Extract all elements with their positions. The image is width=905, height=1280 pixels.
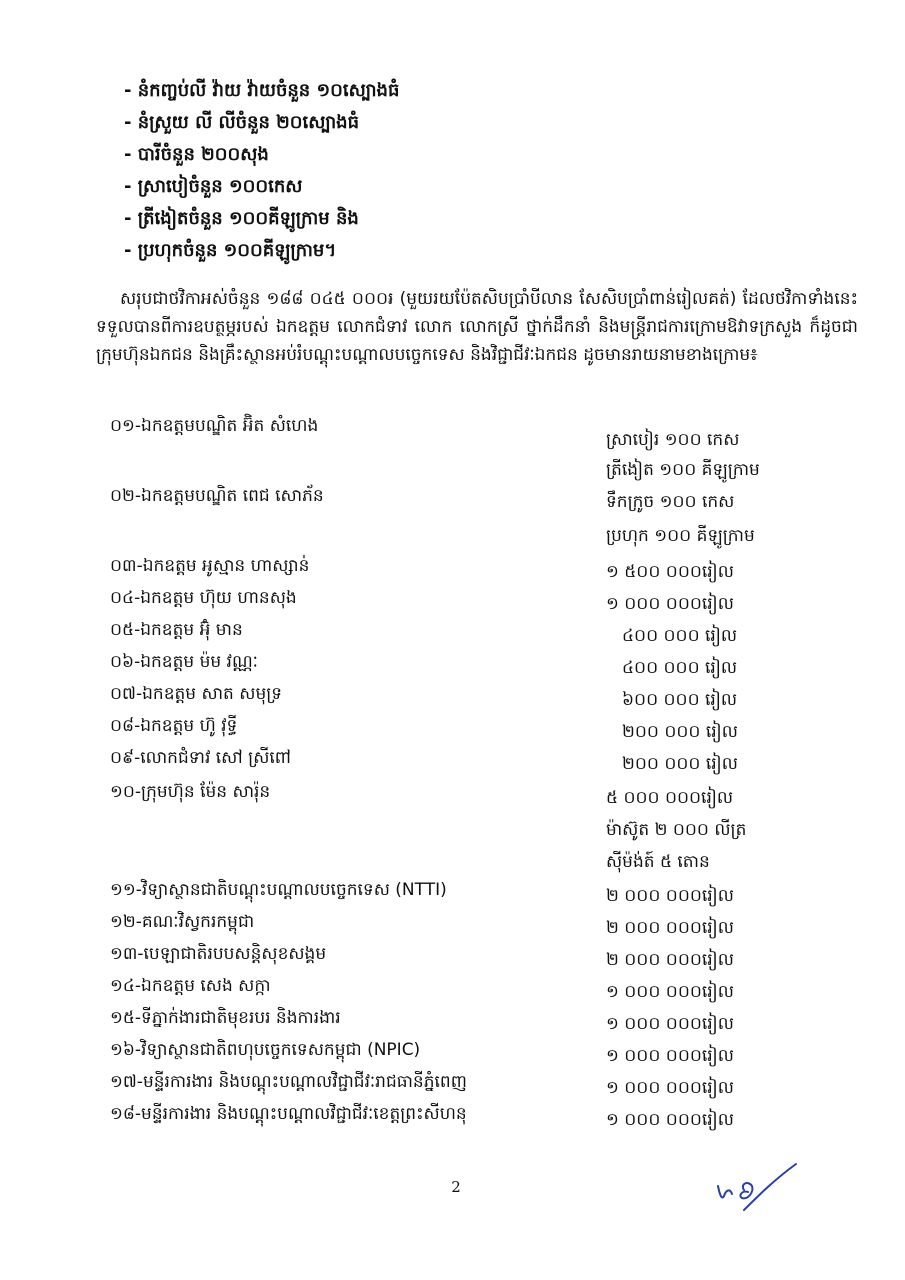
donor-name: ០៩-លោកជំទាវ សៅ ស្រីពៅ — [110, 748, 291, 768]
bullet-item: - នំស្រួយ លី លីចំនួន ២០ស្បោងធំ — [124, 112, 360, 133]
donation-amount: ២០០ ០០០ រៀល — [622, 754, 738, 774]
bullet-item: - បារីចំនួន ២០០សុង — [124, 144, 269, 165]
donor-row — [110, 781, 790, 813]
donation-amount: ម៉ាស៊ូត ២ ០០០ លីត្រ — [606, 820, 747, 840]
donor-name: ១០-ក្រុមហ៊ុន ម៉ែន សារ៉ុន — [110, 782, 271, 802]
donation-amount: ៥ ០០០ ០០០រៀល — [606, 788, 734, 808]
donor-name: ១៨-មន្ទីរការងារ និងបណ្តុះបណ្តាលវិជ្ជាជីវៈខេត្តព្រះសីហនុ — [110, 1104, 467, 1124]
donor-row — [110, 911, 790, 943]
donation-amount: ១ ០០០ ០០០រៀល — [606, 1078, 734, 1098]
signature-mark — [712, 1160, 804, 1216]
donor-row — [110, 619, 790, 651]
donor-name: ១១-វិទ្យាស្ថានជាតិបណ្តុះបណ្តាលបច្ចេកទេស (NTTI) — [110, 880, 447, 900]
donor-row — [110, 879, 790, 911]
donor-name: ០៧-ឯកឧត្តម សាត សមុទ្រ — [110, 684, 283, 704]
donor-name: ០៤-ឯកឧត្តម ហ៊ុយ ហានសុង — [110, 588, 297, 608]
donor-name: ១៦-វិទ្យាស្ថានជាតិពហុបច្ចេកទេសកម្ពុជា (NPIC) — [110, 1040, 421, 1060]
donation-amount: ស្រាបៀរ ១០០ កេស — [606, 430, 740, 450]
donation-amount: ត្រីងៀត ១០០ គីឡូក្រាម — [606, 460, 760, 480]
donor-name: ០១-ឯកឧត្តមបណ្ឌិត អ៊ិត សំហេង — [110, 416, 319, 436]
donor-list — [110, 415, 810, 1155]
donation-amount: ២ ០០០ ០០០រៀល — [606, 950, 734, 970]
donor-row — [110, 747, 790, 779]
donor-row — [110, 1007, 790, 1039]
donor-row — [110, 943, 790, 975]
summary-text: សរុបជាថវិកាអស់ចំនួន ១៨៨ ០៤៥ ០០០៛ (មួយរយប៉ែតសិបប្រាំបីលាន សែសិបប្រាំពាន់រៀលគត់) ដែលថវិកាទាំងនេះ ទទួលបានពីការឧបត្ថម្ភរបស់ ឯកឧត្តម លោកជំទាវ លោក លោកស្រី ថ្នាក់ដឹកនាំ និងមន្ត្រីរាជការក្រោមឱវាទក្រសួង ក៏ដូចជាក្រុមហ៊ុនឯកជន និងគ្រឹះស្ថានអប់រំបណ្តុះបណ្តាលបច្ចេកទេស និងវិជ្ជាជីវៈឯកជន ដូចមានរាយនាមខាងក្រោម៖ — [96, 289, 858, 365]
donor-name: ១៣-បេឡាជាតិរបបសន្តិសុខសង្គម — [110, 944, 327, 964]
donor-name: ០៥-ឯកឧត្តម អ៊ុំ មាន — [110, 620, 243, 640]
donor-name: ០៣-ឯកឧត្តម អូស្មាន ហាស្សាន់ — [110, 556, 310, 576]
donation-amount: ៦០០ ០០០ រៀល — [622, 690, 738, 710]
donor-name: ០៦-ឯកឧត្តម ម៉ម វណ្ណៈ — [110, 652, 258, 672]
donation-amount: ១ ០០០ ០០០រៀល — [606, 1014, 734, 1034]
donation-amount: ៤០០ ០០០ រៀល — [622, 658, 738, 678]
donor-row — [110, 1103, 790, 1135]
summary-paragraph — [96, 285, 858, 369]
bullet-item: - នំកញ្ចប់លី វ៉ាយ វ៉ាយចំនួន ១០ស្បោងធំ — [124, 80, 400, 101]
donor-row — [110, 587, 790, 619]
donation-amount: ១ ០០០ ០០០រៀល — [606, 982, 734, 1002]
bullet-item: - ស្រាបៀចំនួន ១០០កេស — [124, 176, 303, 197]
donor-row — [110, 715, 790, 747]
donation-amount: ២ ០០០ ០០០រៀល — [606, 918, 734, 938]
donor-row — [110, 651, 790, 683]
donation-amount: ស៊ីម៉ង់ត៍ ៥ តោន — [606, 852, 710, 872]
donor-name: ១៥-ទីភ្នាក់ងារជាតិមុខរបរ និងការងារ — [110, 1008, 341, 1028]
donation-amount: ១ ០០០ ០០០រៀល — [606, 594, 734, 614]
donor-row — [110, 975, 790, 1007]
bullet-item: - ប្រហុកចំនួន ១០០គីឡូក្រាម។ — [124, 240, 337, 261]
donor-row — [110, 1071, 790, 1103]
donor-name: ០២-ឯកឧត្តមបណ្ឌិត ពេជ សោភ័ន — [110, 486, 324, 506]
donated-goods-list — [124, 80, 824, 272]
donor-row — [110, 683, 790, 715]
donation-amount: ១ ០០០ ០០០រៀល — [606, 1110, 734, 1130]
donation-amount: ១ ៥០០ ០០០រៀល — [606, 562, 734, 582]
donor-row — [110, 485, 790, 517]
donor-name: ១២-គណៈវិស្វករកម្ពុជា — [110, 912, 255, 932]
donation-amount: ១ ០០០ ០០០រៀល — [606, 1046, 734, 1066]
donor-row — [110, 415, 790, 450]
donation-amount: ៤០០ ០០០ រៀល — [622, 626, 738, 646]
page-number: 2 — [451, 1178, 461, 1196]
donor-row — [110, 1039, 790, 1071]
donor-name: ០៨-ឯកឧត្តម ហ៊ូ វុទ្ធី — [110, 716, 238, 736]
bullet-item: - ត្រីងៀតចំនួន ១០០គីឡូក្រាម និង — [124, 208, 359, 229]
donor-name: ១៤-ឯកឧត្តម សេង សក្កា — [110, 976, 271, 996]
donor-row — [110, 555, 790, 587]
donation-amount: ២០០ ០០០ រៀល — [622, 722, 738, 742]
donation-amount: ទឹកក្រូច ១០០ កេស — [606, 492, 735, 512]
donation-amount: ប្រហុក ១០០ គីឡូក្រាម — [606, 526, 755, 546]
donor-name: ១៧-មន្ទីរការងារ និងបណ្តុះបណ្តាលវិជ្ជាជីវៈរាជធានីភ្នំពេញ — [110, 1072, 467, 1092]
donation-amount: ២ ០០០ ០០០រៀល — [606, 886, 734, 906]
